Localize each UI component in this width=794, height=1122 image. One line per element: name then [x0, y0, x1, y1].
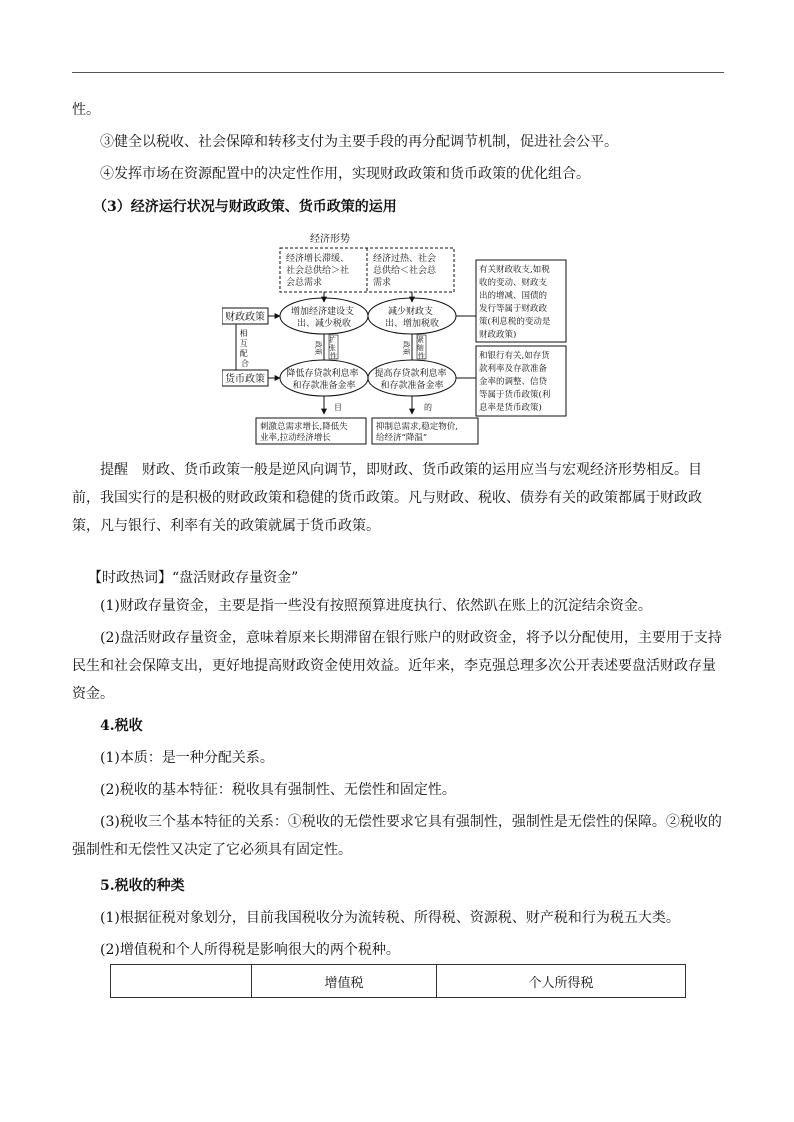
svg-text:抑制总需求,稳定物价, 给经济“降温”: 抑制总需求,稳定物价, 给经济“降温”	[376, 422, 458, 443]
situation-right: 经济过热、社会 总供给＜社会总 需求	[373, 254, 437, 288]
tax-major-types: (2)增值税和个人所得税是影响很大的两个税种。	[100, 942, 400, 958]
policy-label-right: 政策	[402, 341, 410, 355]
fiscal-policy-label: 财政政策	[225, 312, 265, 323]
table-header-cell: 增值税	[252, 965, 437, 998]
tax-comparison-table	[110, 964, 686, 998]
svg-text:增加经济建设支 出、减少税收: 增加经济建设支 出、减少税收	[291, 307, 355, 329]
section-heading-5: 5.税收的种类	[100, 878, 185, 894]
svg-text:提高存贷款利息率 和存款准备金率: 提高存贷款利息率 和存款准备金率	[374, 369, 447, 391]
expansionary-label: 扩 张 性	[328, 336, 337, 360]
table-row	[111, 965, 686, 998]
situation-left: 经济增长滞缓、 社会总供给＞社 会总需求	[286, 254, 350, 288]
svg-text:刺激总需求增长,降低失 业率,拉动经济增长: 刺激总需求增长,降低失 业率,拉动经济增长	[260, 422, 348, 443]
coordinate-label: 相 互 配 合	[239, 329, 249, 368]
paragraph-continuation: 性。	[72, 102, 100, 118]
header-rule	[72, 72, 724, 73]
hot-word-title: 【时政热词】“盘活财政存量资金”	[88, 570, 299, 586]
hot-word-item-1: (1)财政存量资金，主要是指一些没有按照预算进度执行、依然趴在账上的沉淀结余资金。	[100, 598, 652, 614]
svg-text:降低存贷款利息率 和存款准备金率: 降低存贷款利息率 和存款准备金率	[286, 369, 359, 391]
purpose-label-left: 目	[334, 403, 342, 412]
paragraph-item-4: ④发挥市场在资源配置中的决定性作用，实现财政政策和货币政策的优化组合。	[100, 166, 590, 182]
tax-features-relation: (3)税收三个基本特征的关系：①税收的无偿性要求它具有强制性，强制性是无偿性的保障。②税收的强制性和无偿性又决定了它必须具有固定性。	[72, 814, 722, 858]
policy-flow-diagram	[222, 228, 568, 446]
hot-word-item-2: (2)盘活财政存量资金，意味着原来长期滞留在银行账户的财政资金，将予以分配使用，主要用于支持民生和社会保障支出，更好地提高财政资金使用效益。近年来，李克强总理多次公开表述要盘活财政存量资金。	[72, 630, 722, 702]
fiscal-note: 有关财政收支,如税 收的变动、财政支 出的增减、国债的 发行等属于财政政 策(利息税的变动是 财政政策)	[479, 265, 551, 340]
tax-categories: (1)根据征税对象划分，目前我国税收分为流转税、所得税、资源税、财产税和行为税五大类。	[100, 910, 680, 926]
tax-essence: (1)本质：是一种分配关系。	[100, 750, 274, 766]
monetary-policy-label: 货币政策	[225, 374, 265, 385]
tax-features: (2)税收的基本特征：税收具有强制性、无偿性和固定性。	[100, 782, 456, 798]
section-heading-3: （3）经济运行状况与财政政策、货币政策的运用	[93, 199, 397, 215]
monetary-note: 和银行有关,如存货 款利率及存款准备 金率的调整、信贷 等属于货币政策(利 息率是货币政策)	[479, 351, 551, 413]
purpose-label-right: 的	[424, 403, 432, 412]
contractionary-label: 紧 缩 性	[416, 336, 425, 360]
paragraph-item-3: ③健全以税收、社会保障和转移支付为主要手段的再分配调节机制，促进社会公平。	[100, 134, 618, 150]
table-header-cell: 个人所得税	[437, 965, 686, 998]
svg-text:减少财政支 出、增加税收: 减少财政支 出、增加税收	[384, 307, 440, 329]
diagram-top-label: 经济形势	[310, 234, 350, 245]
policy-label-left: 政策	[314, 341, 322, 355]
section-heading-4: 4.税收	[100, 718, 143, 734]
table-header-cell	[111, 965, 252, 998]
tip-paragraph: 提醒 财政、货币政策一般是逆风向调节，即财政、货币政策的运用应当与宏观经济形势相反。目前，我国实行的是积极的财政政策和稳健的货币政策。凡与财政、税收、债券有关的政策都属于财政政策，凡与银行、利率有关的政策就属于货币政策。	[72, 462, 702, 534]
